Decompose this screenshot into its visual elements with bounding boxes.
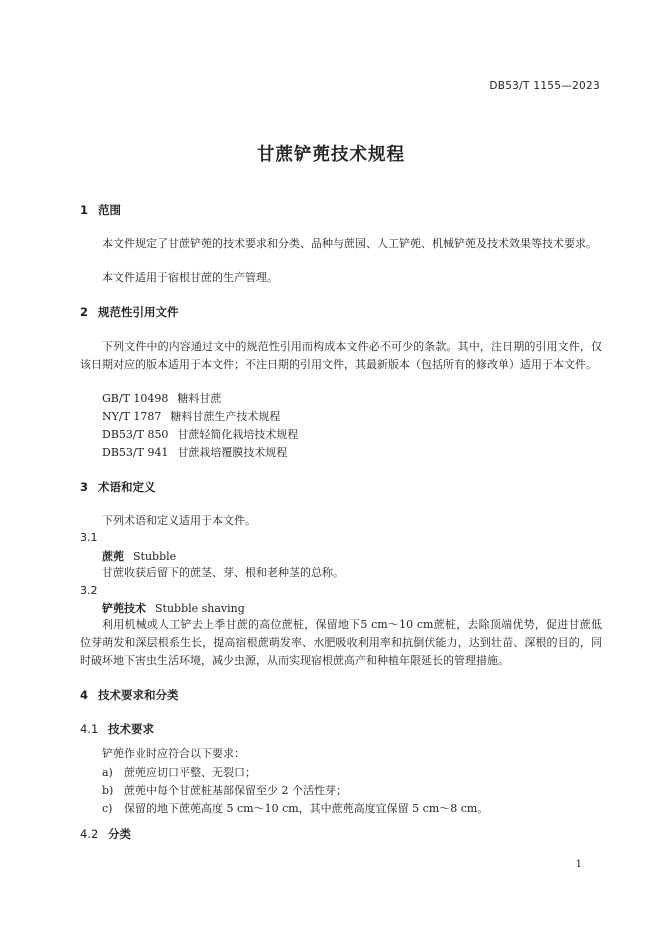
- term-entry: [102, 548, 176, 564]
- section-number: 1: [80, 203, 89, 217]
- subsection-number: 4.2: [80, 827, 99, 841]
- section-4-heading: [80, 687, 179, 703]
- page-number: 1: [575, 859, 582, 870]
- requirements-intro: 铲蔸作业时应符合以下要求：: [102, 747, 245, 760]
- term-entry: [102, 600, 245, 616]
- section-title: 规范性引用文件: [98, 305, 179, 319]
- section-number: 2: [80, 305, 89, 319]
- document-title: 甘蔗铲蔸技术规程: [257, 145, 405, 165]
- reference-name: 糖料甘蔗生产技术规程: [170, 410, 281, 423]
- reference-item: [102, 408, 280, 424]
- subsection-4-1-heading: [80, 721, 154, 737]
- list-text: 蔗蔸中每个甘蔗桩基部保留至少 2 个活性芽；: [124, 784, 347, 797]
- section-2-heading: [80, 304, 179, 320]
- term-definition: 甘蔗收获后留下的蔗茎、芽、根和老种茎的总称。: [102, 566, 344, 579]
- reference-item: [102, 390, 221, 406]
- list-marker: b): [102, 784, 114, 797]
- standard-code: DB53/T 1155—2023: [489, 80, 600, 92]
- list-text: 蔗蔸应切口平整、无裂口；: [124, 766, 256, 779]
- subsection-number: 4.1: [80, 722, 99, 736]
- reference-code: GB/T 10498: [102, 392, 169, 405]
- term-number: 3.2: [80, 584, 98, 597]
- terms-intro: 下列术语和定义适用于本文件。: [102, 514, 256, 527]
- reference-name: 糖料甘蔗: [177, 392, 222, 405]
- list-marker: c): [102, 802, 113, 815]
- term-definition: 利用机械或人工铲去上季甘蔗的高位蔗桩，保留地下5 cm～10 cm蔗桩，去除顶端优势，促进甘蔗低位芽萌发和深层根系生长，提高宿根蔗萌发率、水肥吸收利用率和抗倒伏能力，达到壮苗、深根的目的，同时破坏地下害虫生活环境，减少虫源，从而实现宿根蔗高产和种植年限延长的管理措施。: [80, 618, 602, 667]
- section-title: 术语和定义: [98, 480, 156, 494]
- section-number: 3: [80, 480, 89, 494]
- reference-code: DB53/T 941: [102, 446, 169, 459]
- list-text: 保留的地下蔗蔸高度 5 cm～10 cm，其中蔗蔸高度宜保留 5 cm～8 cm。: [124, 802, 489, 815]
- scope-applicability: 本文件适用于宿根甘蔗的生产管理。: [102, 271, 278, 284]
- reference-code: NY/T 1787: [102, 410, 162, 423]
- list-item: [102, 782, 347, 798]
- subsection-title: 技术要求: [108, 722, 154, 736]
- reference-name: 甘蔗栽培覆膜技术规程: [177, 446, 288, 459]
- list-item: [102, 800, 488, 816]
- section-number: 4: [80, 688, 89, 702]
- term-chinese: 蔗蔸: [102, 550, 124, 563]
- term-english: Stubble: [133, 550, 177, 563]
- reference-item: [102, 426, 298, 442]
- section-title: 范围: [98, 203, 121, 217]
- section-title: 技术要求和分类: [98, 688, 179, 702]
- reference-item: [102, 444, 287, 460]
- section-3-heading: [80, 479, 156, 495]
- section-1-heading: [80, 202, 121, 218]
- subsection-title: 分类: [108, 827, 131, 841]
- reference-name: 甘蔗轻简化栽培技术规程: [177, 428, 299, 441]
- term-chinese: 铲蔸技术: [102, 602, 146, 615]
- subsection-4-2-heading: [80, 826, 131, 842]
- list-marker: a): [102, 766, 113, 779]
- term-english: Stubble shaving: [155, 602, 245, 615]
- term-number: 3.1: [80, 531, 98, 544]
- scope-paragraph: 本文件规定了甘蔗铲蔸的技术要求和分类、品种与蔗园、人工铲蔸、机械铲蔸及技术效果等技术要求。: [102, 237, 597, 250]
- list-item: [102, 764, 256, 780]
- normative-references-paragraph: 下列文件中的内容通过文中的规范性引用而构成本文件必不可少的条款。其中，注日期的引用文件，仅该日期对应的版本适用于本文件；不注日期的引用文件，其最新版本（包括所有的修改单）适用于本文件。: [80, 340, 602, 371]
- reference-code: DB53/T 850: [102, 428, 169, 441]
